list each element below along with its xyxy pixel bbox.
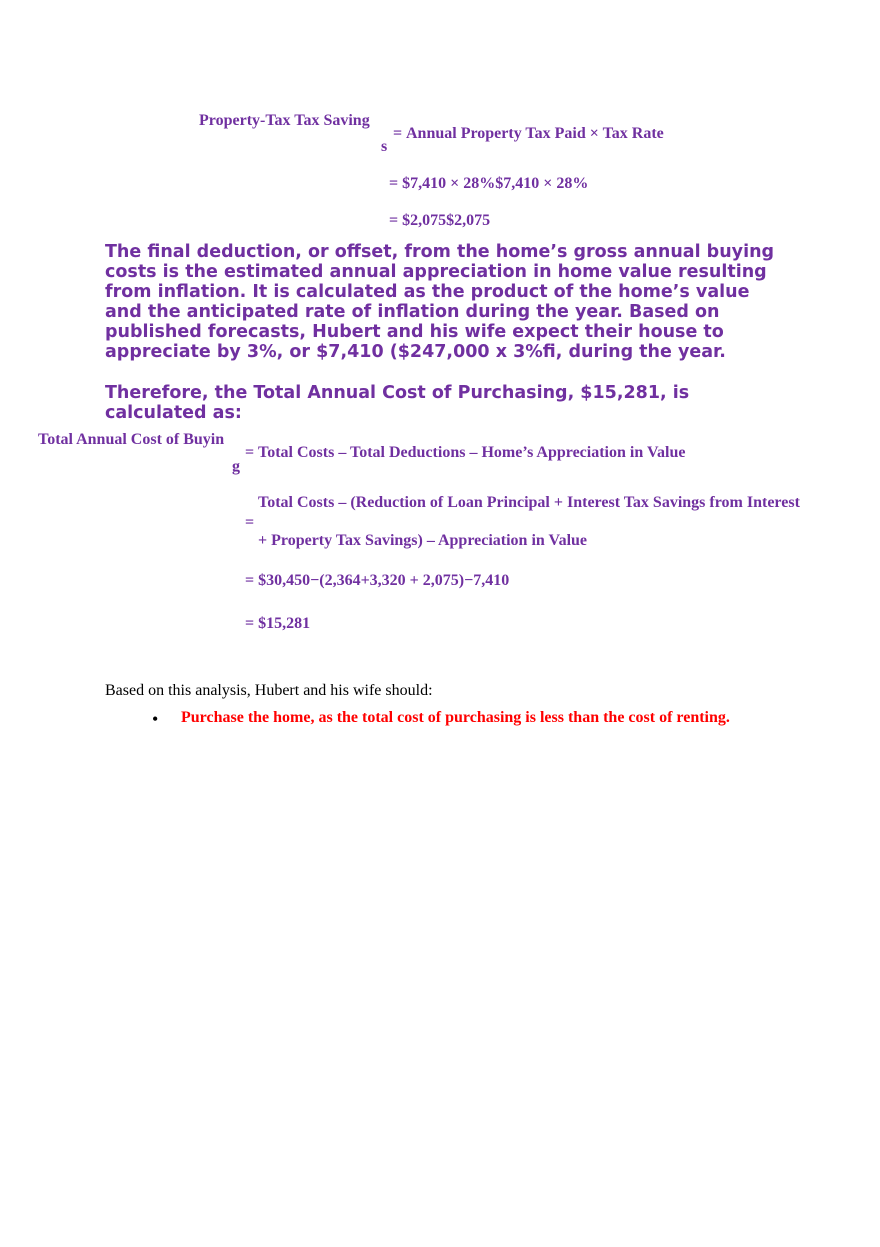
paragraph-line: The final deduction, or offset, from the home’s gross annual buying	[105, 242, 775, 262]
eq1-rhs3: = $2,075$2,075	[389, 212, 491, 229]
eq2-rhs2b: + Property Tax Savings) – Appreciation in Value	[258, 532, 588, 549]
paragraph-line: published forecasts, Hubert and his wife expect their house to	[105, 322, 724, 342]
appreciation-paragraph	[105, 242, 805, 362]
paragraph-line: appreciate by 3%, or $7,410 ($247,000 x 3%ﬁ, during the year.	[105, 342, 726, 362]
eq2-rhs4: = $15,281	[245, 615, 311, 632]
eq2-lhs-line1: Total Annual Cost of Buyin	[38, 431, 225, 448]
eq1-lhs-line1: Property-Tax Tax Saving	[199, 112, 370, 129]
eq1-equals: =	[393, 125, 403, 142]
paragraph-line: from inflation. It is calculated as the product of the home’s value	[105, 282, 750, 302]
eq2-equals2: =	[245, 514, 255, 531]
eq1-rhs1: Annual Property Tax Paid × Tax Rate	[406, 125, 664, 142]
eq2-lhs-line2: g	[232, 458, 240, 475]
bullet-icon: •	[152, 709, 159, 729]
conclusion-intro: Based on this analysis, Hubert and his wife should:	[105, 682, 433, 699]
eq2-rhs1: Total Costs – Total Deductions – Home’s Appreciation in Value	[258, 444, 686, 461]
paragraph-line: Therefore, the Total Annual Cost of Purchasing, $15,281, is	[105, 383, 690, 403]
conclusion-bullet: Purchase the home, as the total cost of purchasing is less than the cost of renting.	[181, 709, 730, 726]
paragraph-line: calculated as:	[105, 403, 242, 423]
paragraph-line: and the anticipated rate of inflation during the year. Based on	[105, 302, 720, 322]
paragraph-line: costs is the estimated annual appreciation in home value resulting	[105, 262, 767, 282]
eq2-rhs3: = $30,450−(2,364+3,320 + 2,075)−7,410	[245, 572, 510, 589]
total-cost-intro-paragraph	[105, 383, 805, 423]
eq2-rhs2a: Total Costs – (Reduction of Loan Principal + Interest Tax Savings from Interest	[258, 494, 800, 511]
eq1-rhs2: = $7,410 × 28%$7,410 × 28%	[389, 175, 589, 192]
eq1-lhs-line2: s	[381, 138, 388, 155]
eq2-equals: =	[245, 444, 255, 461]
